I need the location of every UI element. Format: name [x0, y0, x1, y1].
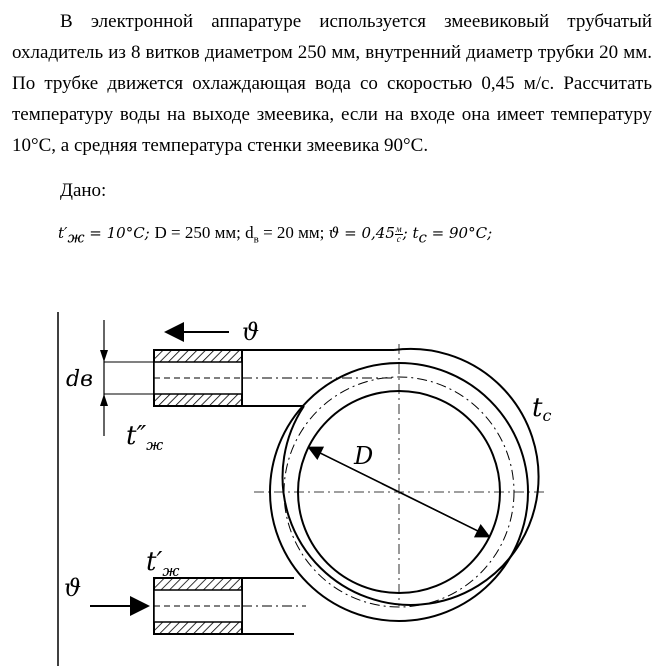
problem-paragraph — [12, 6, 652, 161]
outlet-pipe — [154, 350, 394, 406]
separator: ; — [402, 224, 413, 242]
t-in-symbol: t′ — [58, 224, 68, 242]
tc-symbol: t — [412, 224, 419, 242]
d-symbol: d — [245, 223, 254, 242]
v-symbol: ϑ — [328, 224, 340, 242]
d-value: = 20 мм; — [258, 223, 329, 242]
label-D: D — [354, 442, 374, 470]
t-in-sub: ж — [67, 228, 85, 247]
inlet-pipe — [154, 578, 306, 634]
label-velocity-in: ϑ — [64, 574, 82, 602]
coil-ring — [254, 344, 544, 621]
d-sub: в — [253, 233, 259, 246]
label-d-inner: dв — [66, 367, 93, 392]
inner-diameter-dimension — [100, 320, 154, 436]
coil-diagram — [54, 306, 644, 666]
given-heading: Дано: — [60, 180, 107, 201]
label-t-out: $t''_ж$ — [126, 421, 164, 454]
problem-text: В электронной аппаратуре используется змеевиковый трубчатый охладитель из 8 витков диаметром 250 мм, внутренний диаметр трубки 20 мм. По трубке движется охлаждающая вода со скоростью 0,45 м/с. Рассчитать температуру воды на выходе змеевика, если на входе она имеет температуру 10°C, а средняя температура стенки змеевика 90°C. — [12, 11, 652, 156]
tc-value: = 90°C; — [426, 224, 493, 242]
label-velocity-out: ϑ — [242, 318, 260, 346]
v-unit-fraction — [395, 225, 403, 244]
D-value: D = 250 мм; — [154, 223, 246, 242]
label-tc: tc — [532, 393, 552, 425]
v-unit-den: с — [396, 233, 401, 244]
v-value: = 0,45 — [339, 224, 395, 242]
label-t-in: $t'_ж$ — [146, 547, 180, 580]
v-unit-num: м — [395, 223, 402, 234]
given-values — [58, 223, 492, 246]
tc-sub: c — [418, 228, 427, 247]
t-in-value: = 10°C; — [84, 224, 155, 242]
